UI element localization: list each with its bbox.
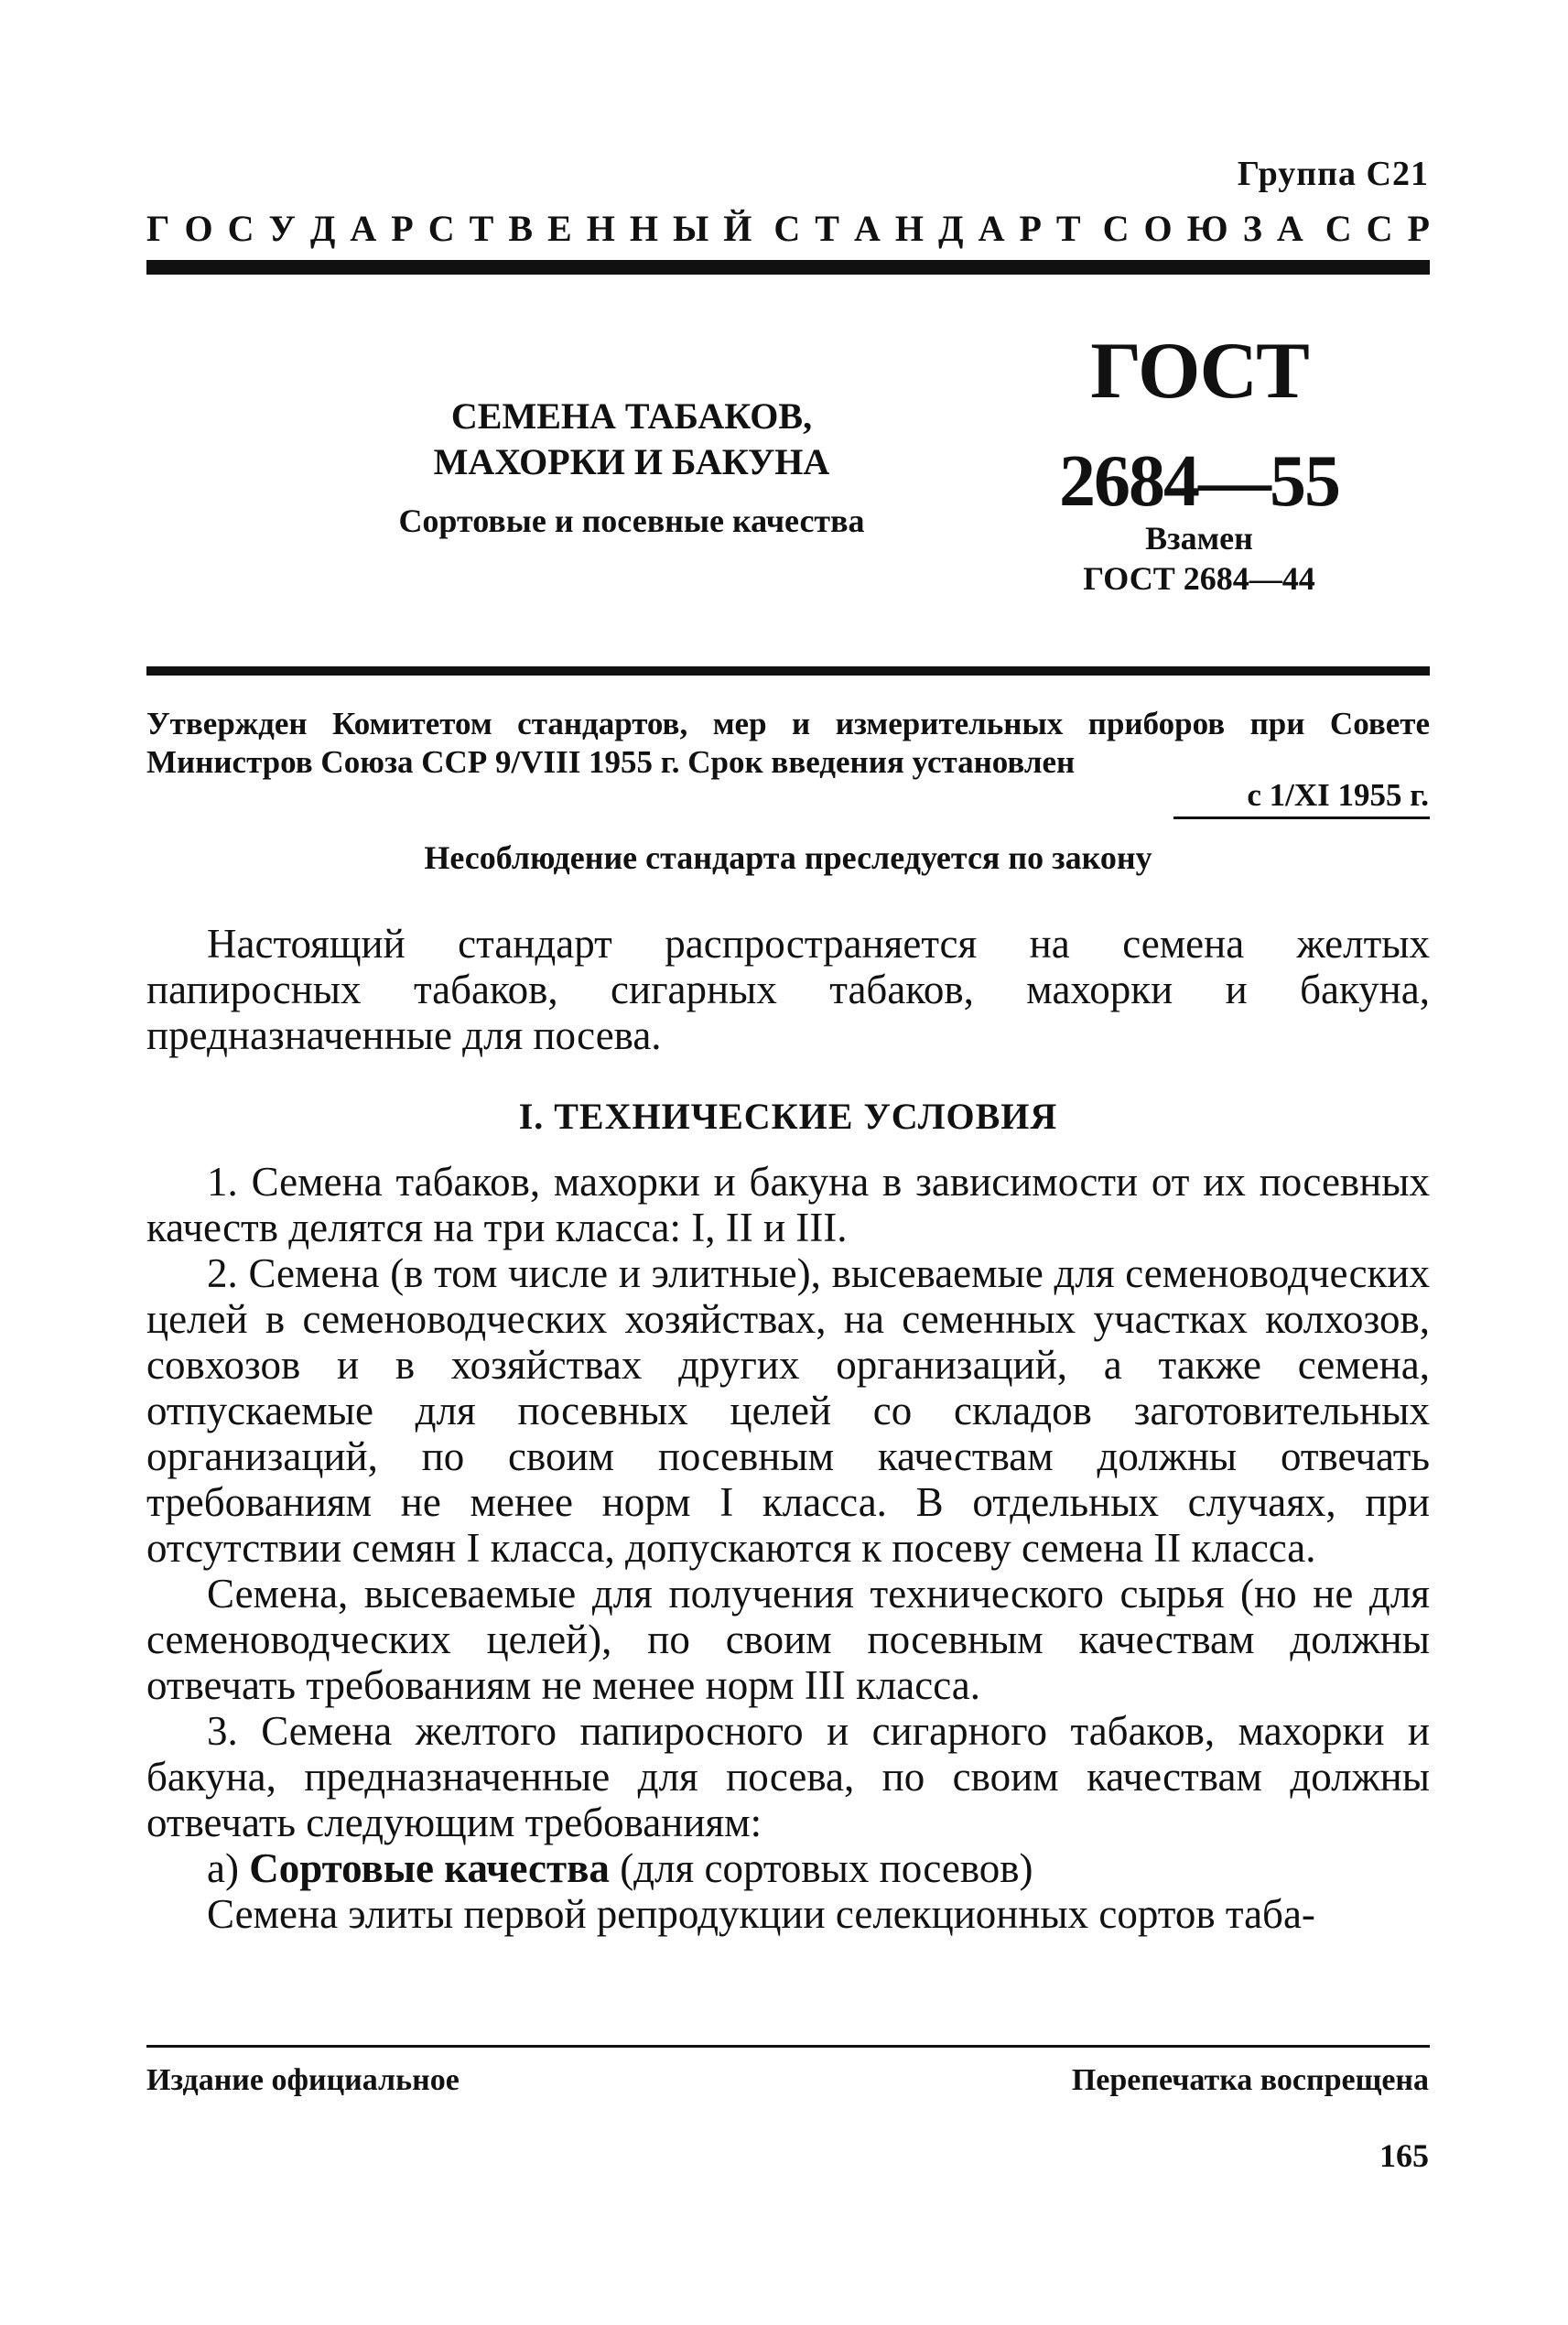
official-edition-label: Издание официальное [146, 2063, 460, 2097]
replaces-label: Взамен [1145, 520, 1253, 557]
replaces-block [1044, 518, 1355, 599]
gost-number: 2684—55 [1059, 441, 1339, 522]
document-title [330, 394, 934, 485]
group-label: Группа С21 [1237, 155, 1429, 193]
clause-2-continued: Семена, высеваемые для получения технического сырья (но не для семеноводческих целей), по своим посевным качествам должны отвечать требованиям не менее норм III класса. [146, 1571, 1430, 1708]
clause-3a-suffix: (для сортовых посевов) [609, 1845, 1033, 1891]
header-divider [146, 260, 1430, 275]
replaces-value: ГОСТ 2684—44 [1083, 560, 1315, 597]
clause-3: 3. Семена желтого папиросного и сигарного табаков, махорки и бакуна, предназначенные для посева, по своим качествам должны отвечать следующим требованиям: [146, 1708, 1430, 1845]
title-line-2: МАХОРКИ И БАКУНА [433, 441, 830, 482]
clause-2: 2. Семена (в том числе и элитные), высеваемые для семеноводческих целей в семеноводческих хозяйствах, на семенных участках колхозов, совхозов и в хозяйствах других организаций, а также семена, отпускаемые для посевных целей со складов заготовительных организаций, по своим посевным качествам должны отвечать требованиям не менее норм I класса. В отдельных случаях, при отсутствии семян I класса, допускаются к посеву семена II класса. [146, 1250, 1430, 1571]
title-line-1: СЕМЕНА ТАБАКОВ, [450, 395, 813, 437]
technical-conditions [146, 1159, 1430, 1937]
standard-header [146, 207, 1430, 250]
clause-1: 1. Семена табаков, махорки и бакуна в зависимости от их посевных качеств делятся на три класса: I, II и III. [146, 1159, 1430, 1250]
gost-label: ГОСТ [1090, 327, 1308, 416]
header-word: С Т А Н Д А Р Т [773, 208, 1081, 249]
clause-3a-title: Сортовые качества [249, 1845, 610, 1891]
page-number: 165 [1379, 2137, 1429, 2174]
clause-3a-prefix: а) [207, 1845, 250, 1891]
section-heading: I. ТЕХНИЧЕСКИЕ УСЛОВИЯ [518, 1096, 1058, 1137]
legal-notice: Несоблюдение стандарта преследуется по закону [424, 839, 1152, 876]
intro-paragraph: Настоящий стандарт распространяется на семена желтых папиросных табаков, сигарных табаков, махорки и бакуна, предназначенные для посева. [146, 921, 1430, 1058]
title-divider [146, 666, 1430, 676]
clause-3a [146, 1845, 1430, 1891]
header-word: Г О С У Д А Р С Т В Е Н Н Ы Й [146, 208, 752, 249]
effective-date: с 1/XI 1955 г. [1247, 777, 1429, 813]
effective-date-underline [1173, 816, 1430, 819]
header-word: С С Р [1325, 208, 1430, 249]
intro-section [146, 921, 1430, 1058]
approval-text: Утвержден Комитетом стандартов, мер и измерительных приборов при Совете Министров Союза ССР 9/VIII 1955 г. Срок введения установлен [146, 706, 1430, 780]
reprint-notice: Перепечатка воспрещена [1071, 2063, 1429, 2097]
clause-3a-text: Семена элиты первой репродукции селекционных сортов таба- [207, 1891, 1315, 1937]
gost-designation [1044, 326, 1355, 527]
header-word: С О Ю З А [1102, 208, 1303, 249]
footer-divider [146, 2045, 1430, 2048]
document-subtitle: Сортовые и посевные качества [398, 503, 865, 539]
